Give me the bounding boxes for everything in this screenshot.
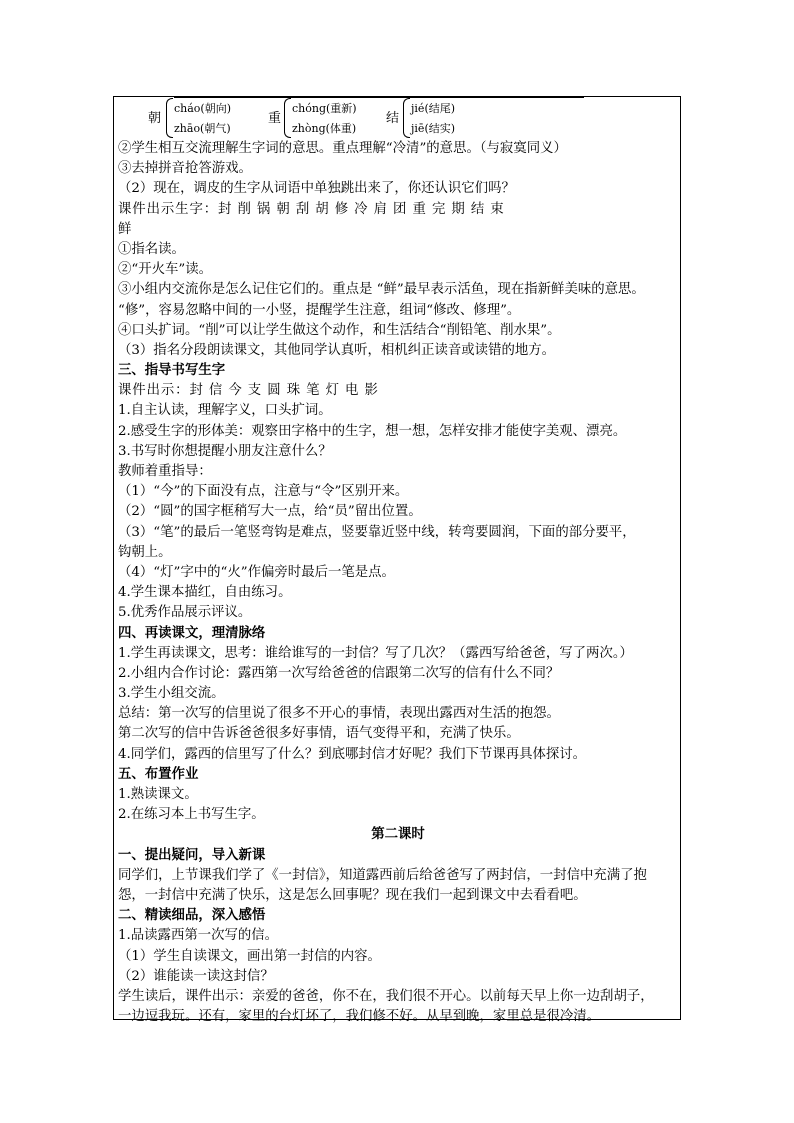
text-line: 3.学生小组交流。 — [118, 686, 225, 702]
text-line: 第二次写的信中告诉爸爸很多好事情，语气变得平和，充满了快乐。 — [118, 726, 520, 742]
text-line: ④口头扩词。“削”可以让学生做这个动作，和生活结合“削铅笔、削水果”。 — [118, 322, 561, 338]
text-line: 1.品读露西第一次写的信。 — [118, 928, 279, 944]
text-line: 2.小组内合作讨论：露西第一次写给爸爸的信跟第二次写的信有什么不同？ — [118, 665, 560, 681]
polyphone-reading: chóng(重新) — [292, 102, 357, 115]
text-line: 课件出示：封 信 今 支 圆 珠 笔 灯 电 影 — [118, 383, 379, 399]
text-line: 1.自主认读，理解字义，口头扩词。 — [118, 403, 332, 419]
text-line: （1）“今”的下面没有点，注意与“令”区别开来。 — [118, 484, 409, 500]
text-line: 鲜 — [118, 221, 132, 237]
left-brace-icon — [403, 98, 410, 138]
text-line: 1.熟读课文。 — [118, 787, 198, 802]
text-line: 一边逗我玩。还有，家里的台灯坏了，我们修不好。从早到晚，家里总是很冷清。 — [118, 1009, 601, 1025]
text-line: 5.优秀作品展示评议。 — [118, 605, 252, 621]
left-brace-icon — [284, 98, 291, 138]
polyphone-reading: cháo(朝向) — [174, 102, 232, 115]
polyphone-reading: zhāo(朝气) — [174, 122, 231, 135]
text-line: （4）“灯”字中的“火”作偏旁时最后一笔是点。 — [118, 564, 395, 580]
polyphone-zhong — [268, 97, 378, 139]
text-line: 同学们，上节课我们学了《一封信》，知道露西前后给爸爸写了两封信，一封信中充满了抱 — [118, 867, 647, 883]
section-heading: 五、布置作业 — [118, 766, 199, 782]
section-heading: 四、再读课文，理清脉络 — [118, 625, 266, 641]
section-heading: 一、提出疑问，导入新课 — [118, 847, 266, 863]
text-line: （3）指名分段朗读课文，其他同学认真听，相机纠正读音或读错的地方。 — [118, 342, 556, 358]
text-line: ③去掉拼音抢答游戏。 — [118, 161, 252, 177]
text-line: ②“开火车”读。 — [118, 262, 213, 278]
polyphone-reading: zhòng(体重) — [292, 122, 357, 135]
text-line: 教师着重指导： — [118, 464, 212, 479]
text-line: 钩朝上。 — [118, 544, 172, 560]
text-line: 4.同学们，露西的信里写了什么？到底哪封信才好呢？我们下节课再具体探讨。 — [118, 746, 587, 762]
polyphone-table — [118, 97, 678, 139]
text-line: 学生读后，课件出示：亲爱的爸爸，你不在，我们很不开心。以前每天早上你一边刮胡子， — [118, 988, 654, 1004]
text-line: 1.学生再读课文，思考：谁给谁写的一封信？写了几次？（露西写给爸爸，写了两次。） — [118, 645, 633, 661]
text-line: ③小组内交流你是怎么记住它们的。重点是 “鲜”最早表示活鱼，现在指新鲜美味的意思。 — [118, 282, 645, 298]
text-line: 课件出示生字：封 削 锅 朝 刮 胡 修 冷 肩 团 重 完 期 结 束 — [118, 201, 505, 217]
polyphone-jie — [386, 97, 496, 139]
section-heading: 二、精读细品，深入感悟 — [118, 908, 266, 924]
text-line: ①指名读。 — [118, 241, 185, 257]
polyphone-reading: jiē(结实) — [411, 122, 456, 135]
text-line: 2.感受生字的形体美：观察田字格中的生字，想一想，怎样安排才能使字美观、漂亮。 — [118, 423, 627, 439]
section-heading: 三、指导书写生字 — [118, 363, 226, 379]
text-line: （2）谁能读一读这封信？ — [118, 968, 274, 984]
polyphone-char: 重 — [268, 111, 282, 126]
text-line: 总结：第一次写的信里说了很多不开心的事情，表现出露西对生活的抱怨。 — [118, 706, 560, 722]
text-line: （2）现在，调皮的生字从词语中单独跳出来了，你还认识它们吗？ — [118, 181, 515, 197]
polyphone-reading: jié(结尾) — [411, 102, 456, 115]
lesson-title: 第二课时 — [371, 827, 425, 843]
text-line: （1）学生自读课文，画出第一封信的内容。 — [118, 948, 381, 964]
polyphone-chao — [148, 97, 258, 139]
polyphone-char: 朝 — [148, 111, 162, 126]
text-line: （3）“笔”的最后一笔竖弯钩是难点，竖要靠近竖中线，转弯要圆润，下面的部分要平， — [118, 524, 636, 540]
polyphone-char: 结 — [386, 111, 400, 126]
text-line: 4.学生课本描红，自由练习。 — [118, 585, 292, 601]
text-line: （2）“圆”的国字框稍写大一点，给“员”留出位置。 — [118, 504, 422, 520]
text-line: 3.书写时你想提醒小朋友注意什么？ — [118, 443, 332, 459]
text-line: ②学生相互交流理解生字词的意思。重点理解“冷清”的意思。（与寂寞同义） — [118, 141, 567, 156]
text-line: 怨，一封信中充满了快乐，这是怎么回事呢？现在我们一起到课文中去看看吧。 — [118, 887, 587, 903]
left-brace-icon — [166, 98, 173, 138]
text-line: 2.在练习本上书写生字。 — [118, 807, 265, 823]
text-line: “修”，容易忽略中间的一小竖，提醒学生注意，组词“修改、修理”。 — [118, 302, 521, 318]
lesson-content — [118, 97, 678, 1027]
